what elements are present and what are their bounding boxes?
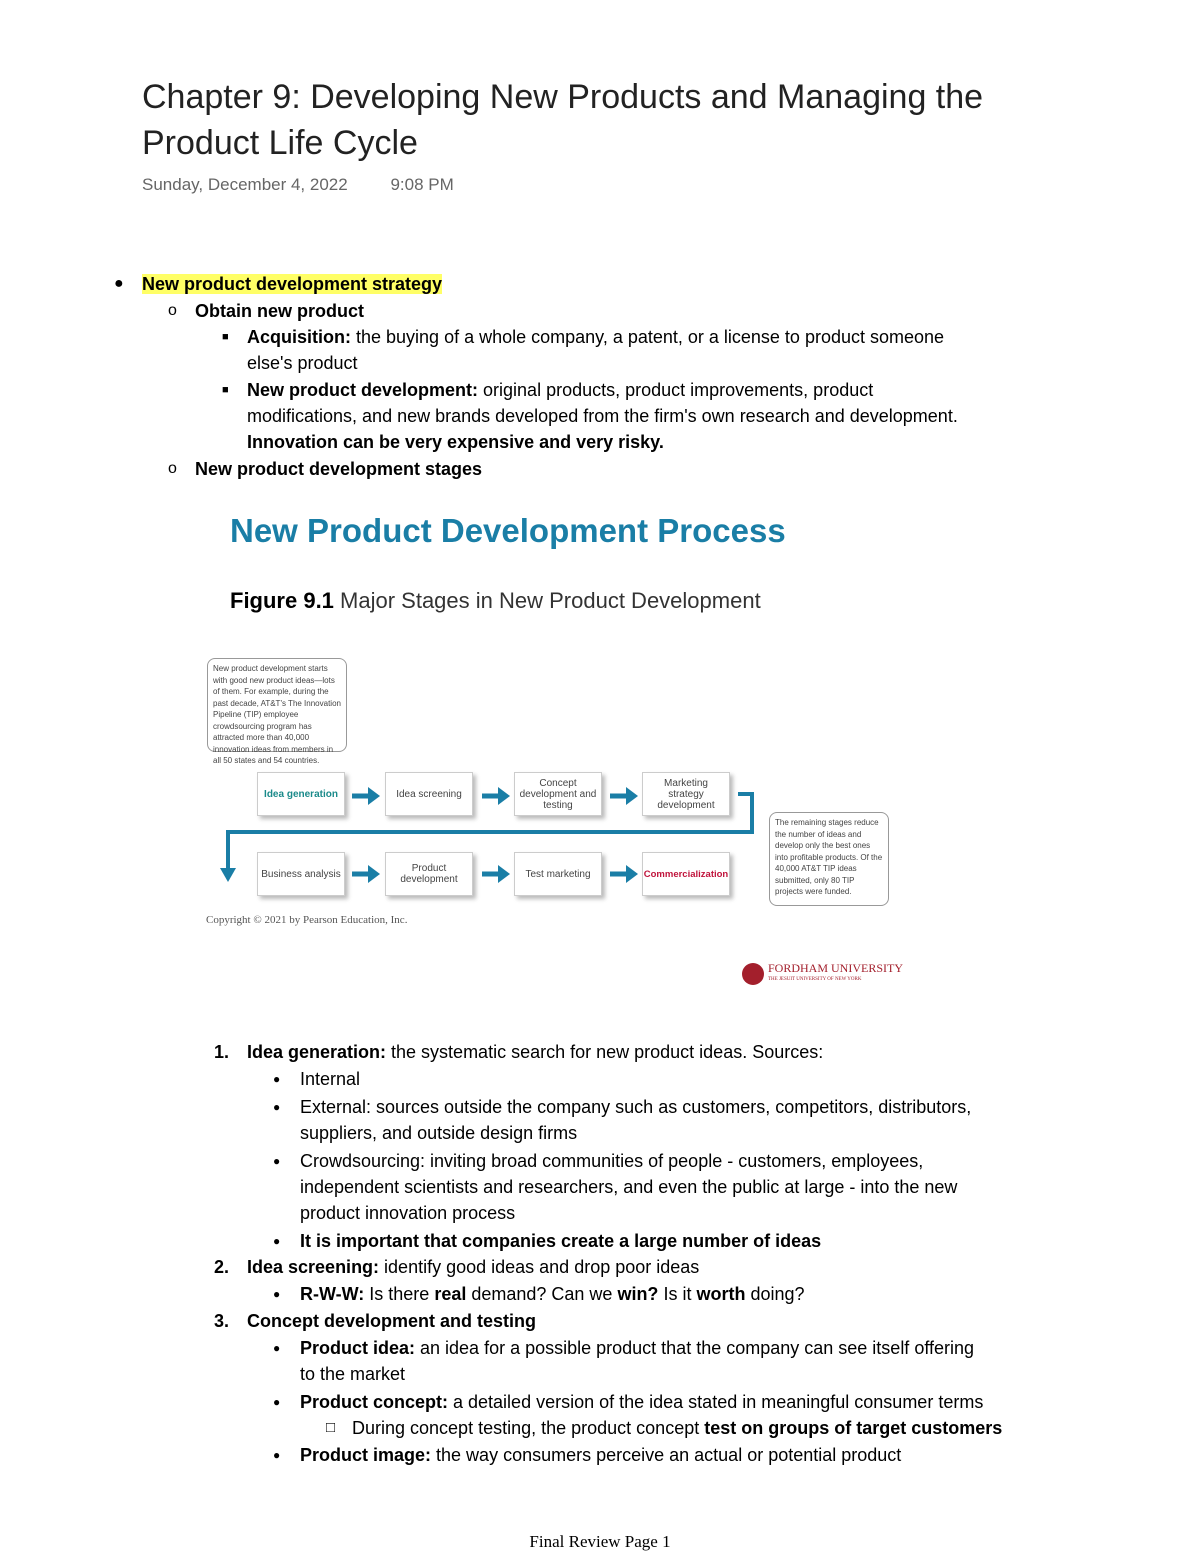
list-number-1: 1. bbox=[214, 1042, 230, 1062]
concept-testing: During concept testing, the product concept test on groups of target customers bbox=[352, 1418, 1003, 1438]
item-npd-cont: modifications, and new brands developed from the firm's own research and development. bbox=[247, 406, 958, 426]
bullet-circle-icon: o bbox=[168, 302, 177, 319]
product-image: Product image: the way consumers perceive an actual or potential product bbox=[300, 1445, 902, 1465]
list-item-idea-generation: Idea generation: the systematic search for new product ideas. Sources: bbox=[247, 1042, 824, 1062]
bullet-circle-icon: o bbox=[168, 460, 177, 477]
item-stages: New product development stages bbox=[195, 459, 483, 479]
figure-heading: New Product Development Process bbox=[230, 512, 786, 549]
note-time: 9:08 PM bbox=[390, 175, 454, 194]
stage-test-marketing: Test marketing bbox=[514, 852, 602, 896]
bullet-disc-icon: ● bbox=[273, 1448, 281, 1462]
item-acquisition-cont: else's product bbox=[247, 353, 358, 373]
callout-left: New product development starts with good new product ideas—lots of them. For example, during the past decade, AT&T's The Innovation Pipeline (TIP) employee crowdsourcing program has attracted more than 40,000 innovation ideas from members in all 50 states and 54 countries. bbox=[207, 658, 347, 752]
university-seal-icon bbox=[742, 963, 764, 985]
arrow-2-head bbox=[498, 787, 510, 805]
list-number-3: 3. bbox=[214, 1311, 230, 1331]
date-line bbox=[142, 175, 454, 195]
stage-idea-generation: Idea generation bbox=[257, 772, 345, 816]
figure-caption: Figure 9.1 Major Stages in New Product Development bbox=[230, 588, 761, 613]
stage-idea-screening: Idea screening bbox=[385, 772, 473, 816]
stage-commercialization: Commercialization bbox=[642, 852, 730, 896]
item-acquisition: Acquisition: the buying of a whole company, a patent, or a license to product someone bbox=[247, 327, 945, 347]
product-idea: Product idea: an idea for a possible product that the company can see itself offering bbox=[300, 1338, 975, 1358]
bullet-square-icon: ■ bbox=[222, 384, 229, 396]
university-logo bbox=[742, 962, 903, 986]
list-number-2: 2. bbox=[214, 1257, 230, 1277]
page-title: Chapter 9: Developing New Products and Managing the Product Life Cycle bbox=[142, 78, 984, 162]
figure-copyright: Copyright © 2021 by Pearson Education, Inc. bbox=[206, 914, 408, 926]
arrow-4-head bbox=[368, 865, 380, 883]
idea-count-note: It is important that companies create a large number of ideas bbox=[300, 1231, 822, 1251]
stage-marketing-strategy: Marketing strategy development bbox=[642, 772, 730, 816]
item-obtain: Obtain new product bbox=[195, 301, 364, 321]
source-external-cont: suppliers, and outside design firms bbox=[300, 1123, 578, 1143]
bullet-disc-icon: ● bbox=[273, 1100, 281, 1114]
source-crowdsourcing-cont2: product innovation process bbox=[300, 1203, 516, 1223]
heading-strategy: New product development strategy bbox=[142, 274, 443, 294]
bullet-disc-icon: ● bbox=[273, 1341, 281, 1355]
item-npd-emphasis: Innovation can be very expensive and very risky. bbox=[247, 432, 664, 452]
list-item-idea-screening: Idea screening: identify good ideas and drop poor ideas bbox=[247, 1257, 700, 1277]
bullet-hollow-square-icon: □ bbox=[326, 1419, 336, 1436]
return-connector-head bbox=[220, 868, 236, 882]
product-idea-cont: to the market bbox=[300, 1364, 406, 1384]
stage-product-development: Product development bbox=[385, 852, 473, 896]
rww-criteria: R-W-W: Is there real demand? Can we win? Is it worth doing? bbox=[300, 1284, 805, 1304]
bullet-square-icon: ■ bbox=[222, 331, 229, 343]
source-internal: Internal bbox=[300, 1069, 361, 1089]
product-concept: Product concept: a detailed version of the idea stated in meaningful consumer terms bbox=[300, 1392, 984, 1412]
stage-business-analysis: Business analysis bbox=[257, 852, 345, 896]
bullet-disc-icon: ● bbox=[273, 1154, 281, 1168]
item-npd: New product development: original products, product improvements, product bbox=[247, 380, 874, 400]
arrow-6-head bbox=[626, 865, 638, 883]
source-external: External: sources outside the company such as customers, competitors, distributors, bbox=[300, 1097, 972, 1117]
arrow-3-head bbox=[626, 787, 638, 805]
source-crowdsourcing-cont: independent scientists and researchers, and even the public at large - into the new bbox=[300, 1177, 958, 1197]
bullet-disc-icon: ● bbox=[114, 275, 124, 292]
callout-right: The remaining stages reduce the number of ideas and develop only the best ones into profitable products. Of the 40,000 AT&T TIP ideas submitted, only 80 TIP projects were funded. bbox=[769, 812, 889, 906]
note-date: Sunday, December 4, 2022 bbox=[142, 175, 348, 194]
bullet-disc-icon: ● bbox=[273, 1395, 281, 1409]
stage-concept-development: Concept development and testing bbox=[514, 772, 602, 816]
source-crowdsourcing: Crowdsourcing: inviting broad communities of people - customers, employees, bbox=[300, 1151, 924, 1171]
arrow-5-head bbox=[498, 865, 510, 883]
bullet-disc-icon: ● bbox=[273, 1287, 281, 1301]
list-item-concept: Concept development and testing bbox=[247, 1311, 537, 1331]
arrow-1-head bbox=[368, 787, 380, 805]
page-footer: Final Review Page 1 bbox=[529, 1532, 671, 1551]
bullet-disc-icon: ● bbox=[273, 1072, 281, 1086]
bullet-disc-icon: ● bbox=[273, 1234, 281, 1248]
university-logo-text: FORDHAM UNIVERSITY THE JESUIT UNIVERSITY OF NEW YORK bbox=[768, 961, 904, 982]
